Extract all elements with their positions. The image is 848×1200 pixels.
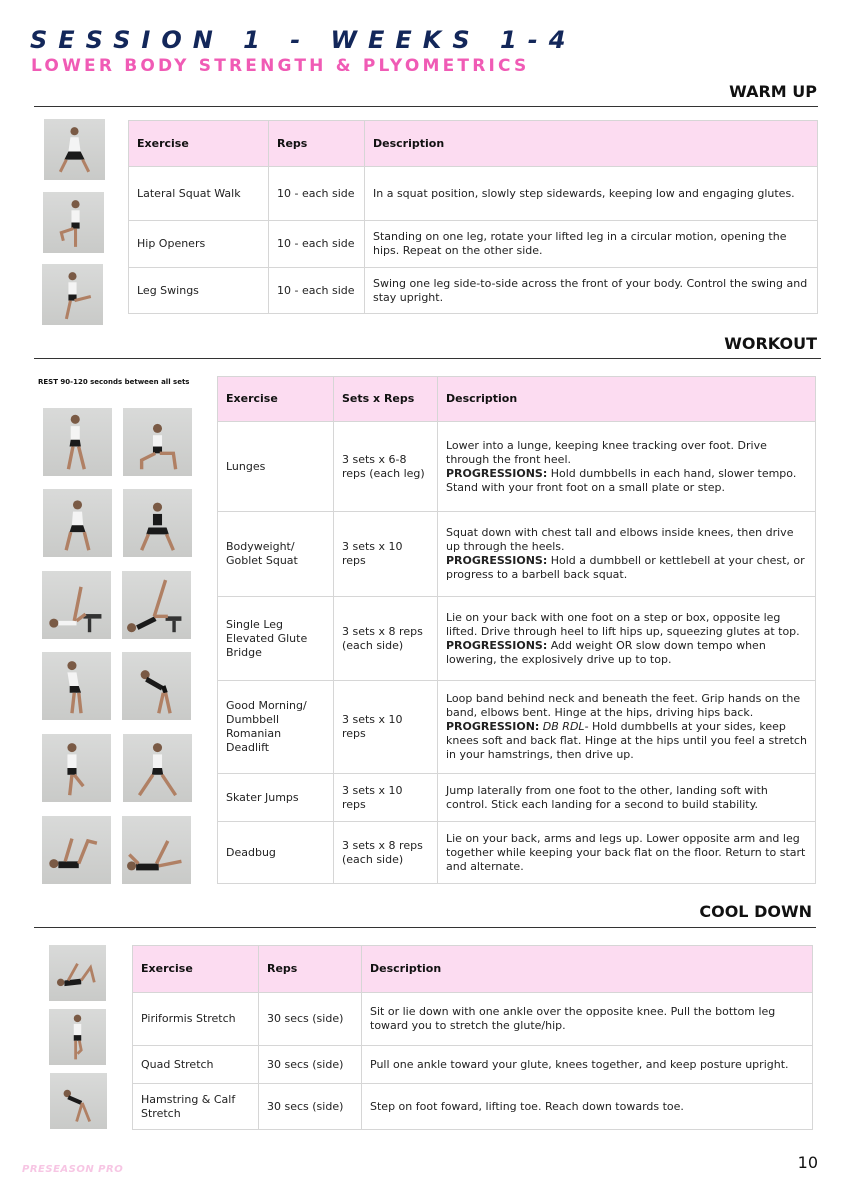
description-main: Squat down with chest tall and elbows inside knees, then drive up through the heels.	[446, 526, 794, 553]
exercise-photo-leg-swings	[42, 264, 103, 325]
exercise-photo-deadbug-1	[42, 816, 111, 884]
exercise-sets-reps: 3 sets x 10 reps	[334, 512, 438, 597]
exercise-description: In a squat position, slowly step sidewards, keeping low and engaging glutes.	[365, 167, 818, 221]
exercise-photo-skater-jumps-1	[42, 734, 111, 802]
progression-text: - Hold dumbbells at your sides, keep knees soft and back flat. Hinge at the hips until you feel a stretch in your hamstrings, then drive up.	[446, 720, 807, 761]
column-header-sets-reps: Sets x Reps	[334, 377, 438, 422]
table-row	[129, 221, 818, 268]
exercise-name: Hamstring & Calf Stretch	[133, 1084, 259, 1130]
exercise-name: Skater Jumps	[218, 774, 334, 822]
exercise-photo-squat-2	[123, 489, 192, 557]
exercise-photo-quad-stretch	[49, 1009, 106, 1065]
description-main: Lower into a lunge, keeping knee tracking over foot. Drive through the front heel.	[446, 438, 767, 466]
exercise-name: Lunges	[218, 422, 334, 512]
exercise-name: Lateral Squat Walk	[129, 167, 269, 221]
cooldown-heading: COOL DOWN	[699, 902, 812, 921]
progression-text: Hold a dumbbell or kettlebell at your chest, or progress to a barbell back squat.	[446, 554, 805, 581]
exercise-description: Step on foot foward, lifting toe. Reach down towards toe.	[362, 1084, 813, 1130]
exercise-photo-lunges-1	[43, 408, 112, 476]
table-row	[218, 774, 816, 822]
brand-logo: PRESEASON PRO	[22, 1164, 124, 1175]
workout-table	[217, 376, 816, 884]
table-header-row	[129, 121, 818, 167]
exercise-reps: 30 secs (side)	[259, 1046, 362, 1084]
exercise-reps: 30 secs (side)	[259, 1084, 362, 1130]
column-header-reps: Reps	[269, 121, 365, 167]
table-row	[129, 167, 818, 221]
exercise-description	[438, 422, 816, 512]
session-title: SESSION 1 - WEEKS 1-4	[30, 26, 577, 54]
table-header-row	[218, 377, 816, 422]
exercise-photo-lunges-2	[123, 408, 192, 476]
table-row	[133, 1084, 813, 1130]
exercise-name: Hip Openers	[129, 221, 269, 268]
exercise-description	[438, 512, 816, 597]
table-row	[133, 1046, 813, 1084]
description-main: Loop band behind neck and beneath the feet. Grip hands on the band, elbows bent. Hinge at the hips, driving hips back.	[446, 692, 801, 719]
exercise-name: Good Morning/ Dumbbell Romanian Deadlift	[218, 681, 334, 774]
table-row	[218, 512, 816, 597]
exercise-name: Deadbug	[218, 822, 334, 884]
cooldown-table	[132, 945, 813, 1130]
exercise-photo-skater-jumps-2	[123, 734, 192, 802]
exercise-photo-lateral-squat-walk	[44, 119, 105, 180]
exercise-description: Lie on your back, arms and legs up. Lower opposite arm and leg together while keeping your back flat on the floor. Return to start and alternate.	[438, 822, 816, 884]
column-header-description: Description	[365, 121, 818, 167]
progression-label: PROGRESSIONS:	[446, 638, 548, 652]
workout-heading: WORKOUT	[724, 334, 817, 353]
exercise-photo-squat-1	[43, 489, 112, 557]
session-subtitle: LOWER BODY STRENGTH & PLYOMETRICS	[31, 56, 530, 76]
exercise-sets-reps: 3 sets x 10 reps	[334, 681, 438, 774]
exercise-description: Standing on one leg, rotate your lifted leg in a circular motion, opening the hips. Repeat on the other side.	[365, 221, 818, 268]
table-row	[129, 268, 818, 314]
exercise-photo-glute-bridge-1	[42, 571, 111, 639]
column-header-reps: Reps	[259, 946, 362, 993]
workout-divider	[34, 358, 821, 359]
exercise-name: Quad Stretch	[133, 1046, 259, 1084]
exercise-name: Piriformis Stretch	[133, 993, 259, 1046]
exercise-sets-reps: 3 sets x 8 reps (each side)	[334, 822, 438, 884]
exercise-photo-glute-bridge-2	[122, 571, 191, 639]
warmup-table	[128, 120, 818, 314]
exercise-photo-good-morning-2	[122, 652, 191, 720]
table-row	[218, 597, 816, 681]
progression-text: Add weight OR slow down tempo when lowering, the explosively drive up to top.	[446, 638, 766, 666]
exercise-description: Sit or lie down with one ankle over the opposite knee. Pull the bottom leg toward you to stretch the glute/hip.	[362, 993, 813, 1046]
exercise-sets-reps: 3 sets x 6-8 reps (each leg)	[334, 422, 438, 512]
exercise-description: Pull one ankle toward your glute, knees together, and keep posture upright.	[362, 1046, 813, 1084]
rest-note: REST 90-120 seconds between all sets	[38, 378, 190, 386]
page-number: 10	[797, 1153, 818, 1172]
exercise-reps: 30 secs (side)	[259, 993, 362, 1046]
column-header-description: Description	[362, 946, 813, 993]
exercise-description: Jump laterally from one foot to the other, landing soft with control. Stick each landing for a second to build stability.	[438, 774, 816, 822]
table-row	[218, 822, 816, 884]
exercise-reps: 10 - each side	[269, 221, 365, 268]
table-header-row	[133, 946, 813, 993]
progression-label: PROGRESSIONS:	[446, 554, 548, 567]
table-row	[218, 681, 816, 774]
progression-label: PROGRESSIONS:	[446, 466, 548, 480]
exercise-photo-piriformis-stretch	[49, 945, 106, 1001]
exercise-photo-deadbug-2	[122, 816, 191, 884]
progression-text: Hold dumbbells in each hand, slower tempo. Stand with your front foot on a small plate or step.	[446, 466, 797, 494]
exercise-photo-good-morning-1	[42, 652, 111, 720]
exercise-photo-hip-openers	[43, 192, 104, 253]
description-main: Lie on your back with one foot on a step or box, opposite leg lifted. Drive through heel to lift hips up, squeezing glutes at top.	[446, 610, 800, 638]
column-header-description: Description	[438, 377, 816, 422]
exercise-photo-hamstring-calf-stretch	[50, 1073, 107, 1129]
column-header-exercise: Exercise	[129, 121, 269, 167]
exercise-name: Leg Swings	[129, 268, 269, 314]
cooldown-divider	[34, 927, 816, 928]
progression-italic: DB RDL	[539, 720, 585, 733]
exercise-description	[438, 681, 816, 774]
exercise-sets-reps: 3 sets x 10 reps	[334, 774, 438, 822]
column-header-exercise: Exercise	[218, 377, 334, 422]
exercise-description	[438, 597, 816, 681]
exercise-name: Bodyweight/ Goblet Squat	[218, 512, 334, 597]
exercise-sets-reps: 3 sets x 8 reps (each side)	[334, 597, 438, 681]
exercise-name: Single Leg Elevated Glute Bridge	[218, 597, 334, 681]
exercise-description: Swing one leg side-to-side across the front of your body. Control the swing and stay upright.	[365, 268, 818, 314]
warmup-heading: WARM UP	[729, 82, 817, 101]
table-row	[133, 993, 813, 1046]
column-header-exercise: Exercise	[133, 946, 259, 993]
exercise-reps: 10 - each side	[269, 268, 365, 314]
table-row	[218, 422, 816, 512]
warmup-divider	[34, 106, 818, 107]
exercise-reps: 10 - each side	[269, 167, 365, 221]
progression-label: PROGRESSION:	[446, 720, 540, 733]
